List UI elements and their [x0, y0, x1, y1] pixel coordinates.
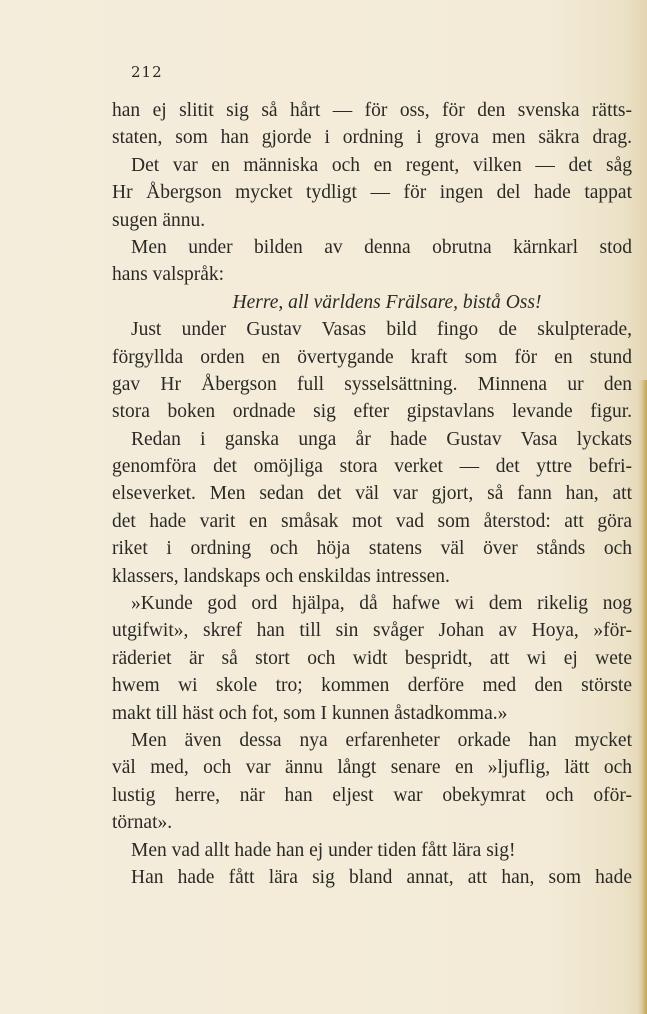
motto-line: Herre, all världens Frälsare, bistå Oss! [232, 291, 542, 313]
text-line: Han hade fått lära sig bland annat, att han, som hade [131, 866, 632, 888]
text-line: gav Hr Åbergson full sysselsättning. Minnena ur den [112, 373, 632, 395]
text-line: lustig herre, när han eljest war obekymrat och oför- [112, 784, 632, 806]
text-line: Men under bilden av denna obrutna kärnkarl stod [131, 236, 632, 258]
text-line: klassers, landskaps och enskildas intressen. [112, 565, 450, 587]
text-line: sugen ännu. [112, 209, 206, 231]
text-line: väl med, och var ännu långt senare en »ljuflig, lätt och [112, 757, 632, 779]
text-line: hwem wi skole tro; kommen derföre med den störste [112, 675, 632, 697]
text-line: han ej slitit sig så hårt — för oss, för den svenska rätts- [112, 100, 632, 121]
text-line: staten, som han gjorde i ordning i grova men säkra drag. [112, 127, 632, 149]
text-line: genomföra det omöjliga stora verket — det yttre befri- [112, 456, 632, 478]
text-line: utgifwit», skref han till sin svåger Johan av Hoya, »för- [112, 620, 632, 642]
text-line: »Kunde god ord hjälpa, då hafwe wi dem rikelig nog [131, 593, 632, 615]
text-line: elseverket. Men sedan det väl var gjort, så fann han, att [112, 483, 632, 505]
text-line: förgyllda orden en övertygande kraft som för en stund [112, 346, 632, 368]
text-line: Hr Åbergson mycket tydligt — för ingen del hade tappat [112, 182, 632, 204]
text-line: Men vad allt hade han ej under tiden fått lära sig! [131, 839, 516, 861]
text-line: hans valspråk: [112, 264, 225, 286]
page-number: 212 [131, 63, 163, 81]
page-edge-shadow [638, 380, 647, 1014]
text-line: räderiet är så stort och widt bespridt, att wi ej wete [112, 647, 632, 669]
text-line: stora boken ordnade sig efter gipstavlans levande figur. [112, 401, 632, 423]
body-text [112, 97, 632, 891]
text-line: Det var en människa och en regent, vilken — det såg [131, 154, 632, 176]
text-line: Redan i ganska unga år hade Gustav Vasa lyckats [131, 428, 632, 450]
text-line: det hade varit en småsak mot vad som återstod: att göra [112, 510, 632, 532]
text-line: Men även dessa nya erfarenheter orkade han mycket [131, 729, 632, 751]
text-line: Just under Gustav Vasas bild fingo de skulpterade, [131, 319, 632, 341]
text-line: makt till häst och fot, som I kunnen åstadkomma.» [112, 702, 508, 724]
text-line: törnat». [112, 812, 173, 834]
text-line: riket i ordning och höja statens väl över stånds och [112, 538, 632, 560]
